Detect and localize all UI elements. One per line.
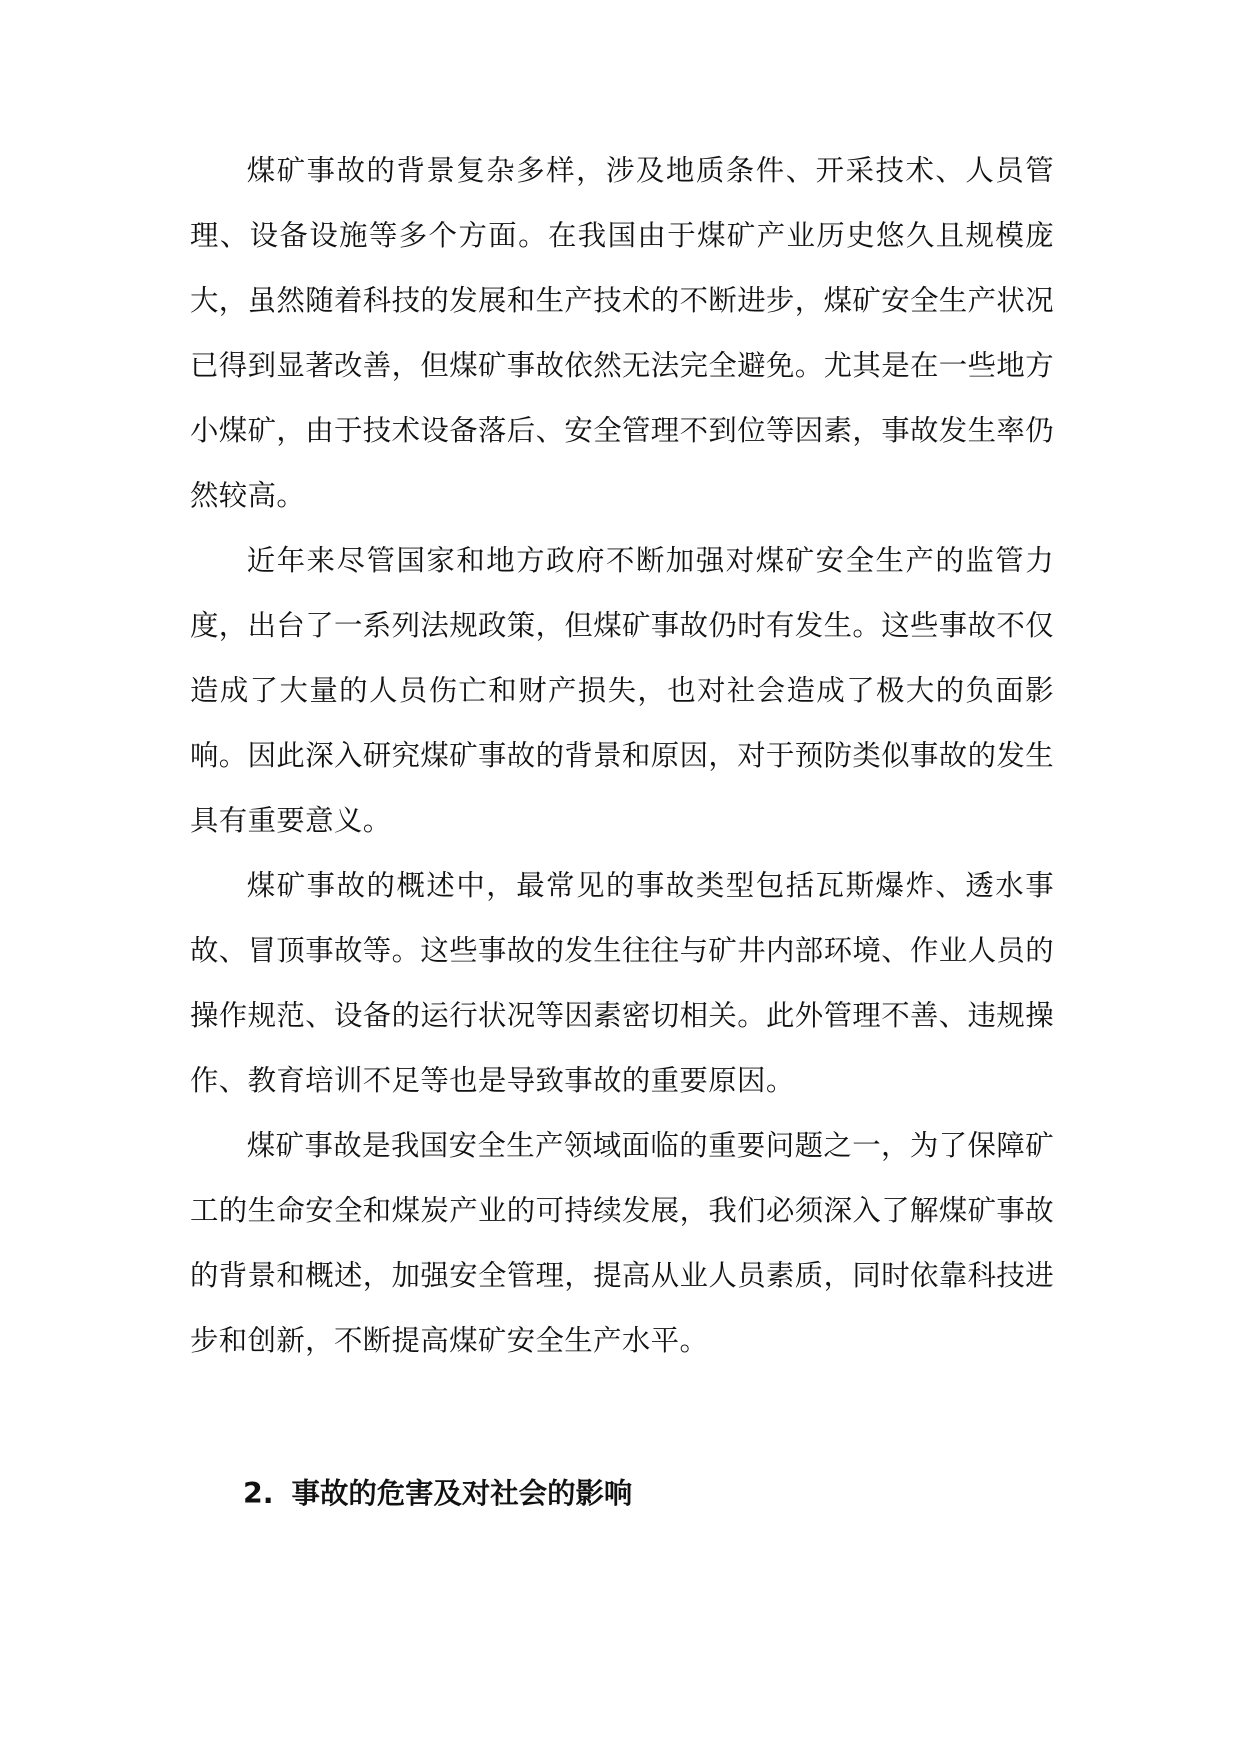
paragraph-4: 煤矿事故是我国安全生产领域面临的重要问题之一，为了保障矿工的生命安全和煤炭产业的可持续发展，我们必须深入了解煤矿事故的背景和概述，加强安全管理，提高从业人员素质，同时依靠科技进步和创新，不断提高煤矿安全生产水平。: [190, 1129, 1054, 1357]
section-heading: [243, 1474, 632, 1514]
paragraph-3: 煤矿事故的概述中，最常见的事故类型包括瓦斯爆炸、透水事故、冒顶事故等。这些事故的发生往往与矿井内部环境、作业人员的操作规范、设备的运行状况等因素密切相关。此外管理不善、违规操作、教育培训不足等也是导致事故的重要原因。: [190, 869, 1054, 1097]
section-number: 2.: [243, 1477, 274, 1510]
section-title: 事故的危害及对社会的影响: [291, 1477, 633, 1510]
paragraph-1: 煤矿事故的背景复杂多样，涉及地质条件、开采技术、人员管理、设备设施等多个方面。在我国由于煤矿产业历史悠久且规模庞大，虽然随着科技的发展和生产技术的不断进步，煤矿安全生产状况已得到显著改善，但煤矿事故依然无法完全避免。尤其是在一些地方小煤矿，由于技术设备落后、安全管理不到位等因素，事故发生率仍然较高。: [190, 154, 1054, 512]
body-text: [190, 138, 1054, 1373]
paragraph-2: 近年来尽管国家和地方政府不断加强对煤矿安全生产的监管力度，出台了一系列法规政策，但煤矿事故仍时有发生。这些事故不仅造成了大量的人员伤亡和财产损失，也对社会造成了极大的负面影响。因此深入研究煤矿事故的背景和原因，对于预防类似事故的发生具有重要意义。: [190, 544, 1054, 837]
